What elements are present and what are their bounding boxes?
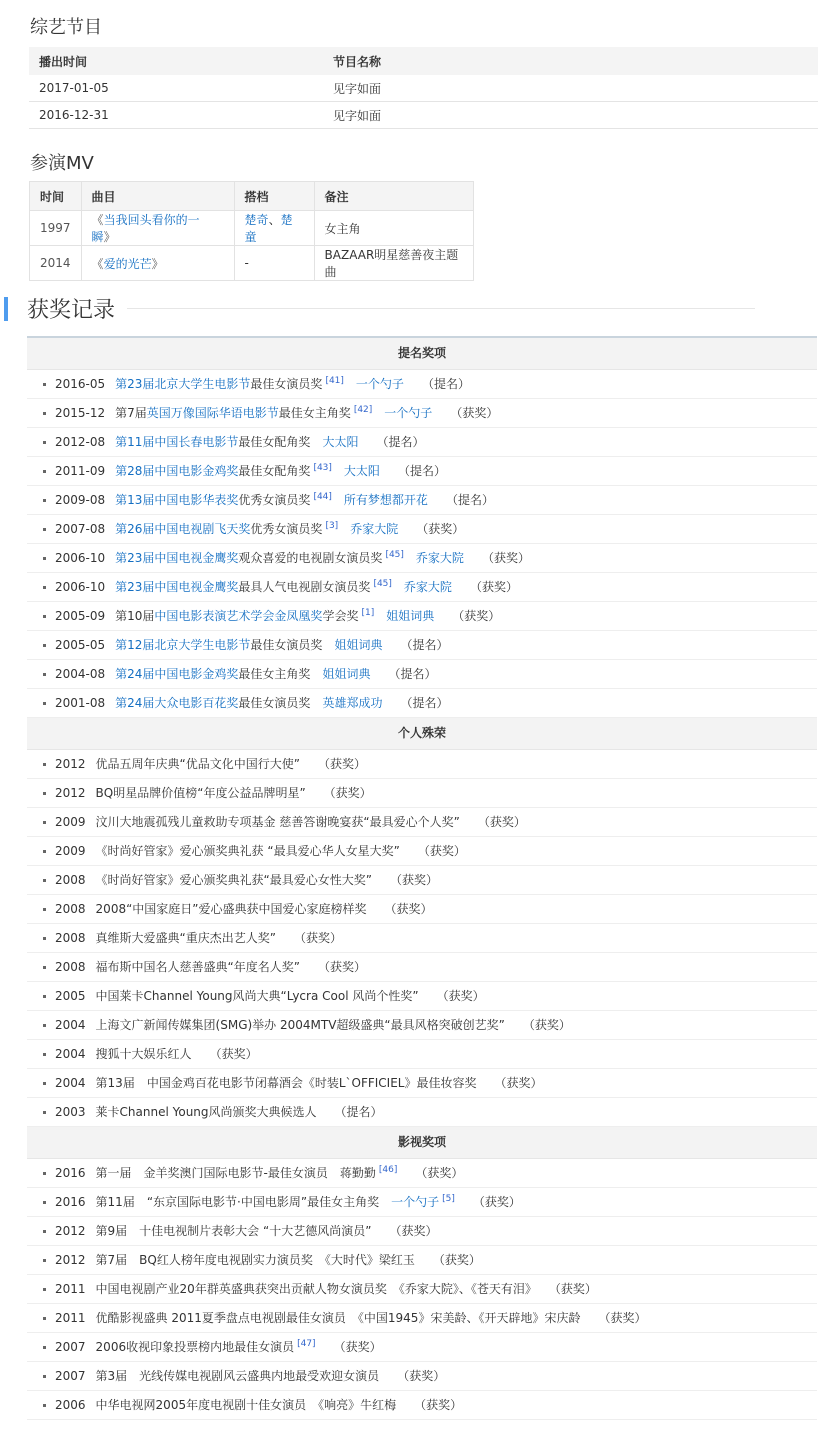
award-name: 最佳女演员奖 [238,696,311,710]
bullet-icon [43,644,46,647]
variety-header-row [29,47,818,75]
honor-result: （获奖） [209,1047,258,1061]
bullet-icon [43,1111,46,1114]
reference-link[interactable]: [46] [378,1165,398,1175]
list-item [27,1304,817,1333]
bullet-icon [43,702,46,705]
award-date: 2009-08 [55,493,106,507]
list-item [27,837,817,866]
honor-result: （获奖） [389,873,438,887]
award-text: 第一届 金羊奖澳门国际电影节-最佳女演员 蒋勤勤 [95,1166,376,1180]
bullet-icon [43,792,46,795]
bullet-icon [43,908,46,911]
honor-result: （获奖） [317,960,366,974]
list-item [27,982,817,1011]
award-date: 2012-08 [55,435,106,449]
award-date: 2001-08 [55,696,106,710]
list-item [27,1275,817,1304]
section-accent-bar [4,297,8,321]
list-item [27,544,817,573]
honor-year: 2004 [55,1047,86,1061]
work-link[interactable]: 乔家大院 [415,551,464,565]
award-result: （获奖） [598,1311,647,1325]
award-name: 最佳女主角奖 [238,667,311,681]
bullet-icon [43,412,46,415]
list-item [27,631,817,660]
bullet-icon [43,821,46,824]
awards-section-title: 获奖记录 [27,298,116,323]
work-link[interactable]: 乔家大院 [350,522,399,536]
award-year: 2016 [55,1195,86,1209]
mv-partner-cell [234,246,314,281]
list-item [27,1098,817,1127]
separator: 、 [268,213,281,227]
mv-section-title: 参演MV [30,153,94,174]
work-link[interactable]: 乔家大院 [403,580,452,594]
mv-note: BAZAAR明星慈善夜主题曲 [314,246,473,281]
award-text: 第7届 BQ红人榜年度电视剧实力演员奖 《大时代》梁红玉 [95,1253,415,1267]
list-item [27,1069,817,1098]
bullet-icon [43,586,46,589]
reference-link[interactable]: [47] [297,1339,316,1349]
award-name: 优秀女演员奖 [238,493,311,507]
list-item [27,924,817,953]
section-divider [127,308,755,309]
honor-year: 2008 [55,960,86,974]
award-event-link[interactable]: 第24届大众电影百花奖 [115,696,239,710]
mv-song-cell [81,211,234,246]
program-name: 见字如面 [333,102,818,129]
bullet-icon [43,995,46,998]
award-result: （获奖） [450,406,499,420]
awards-list [27,336,817,1420]
honor-year: 2004 [55,1076,86,1090]
award-result: （获奖） [469,580,518,594]
list-item [27,1246,817,1275]
award-year: 2011 [55,1311,86,1325]
honor-text: 2008“中国家庭日”爱心盛典获中国爱心家庭榜样奖 [95,902,367,916]
air-date: 2016-12-31 [29,102,333,129]
air-date: 2017-01-05 [29,75,333,102]
awards-header [0,293,839,323]
mv-year: 2014 [30,246,82,281]
honor-text: 《时尚好管家》爱心颁奖典礼获“最具爱心女性大奖” [95,873,372,887]
list-item [27,1217,817,1246]
award-date: 2016-05 [55,377,106,391]
mv-header-row [30,182,474,211]
award-result: （获奖） [416,522,465,536]
list-item [27,1362,817,1391]
mv-note: 女主角 [314,211,473,246]
award-text: 第9届 十佳电视制片表彰大会 “十大艺德风尚演员” [95,1224,372,1238]
award-name: 优秀女演员奖 [250,522,323,536]
film-tv-awards-heading: 影视奖项 [27,1127,817,1159]
honor-year: 2004 [55,1018,86,1032]
award-result: （提名） [388,667,437,681]
award-year: 2007 [55,1340,86,1354]
award-result: （获奖） [472,1195,521,1209]
award-result: （提名） [400,696,449,710]
work-link[interactable]: 姐姐词典 [386,609,435,623]
work-link[interactable]: 所有梦想都开花 [343,493,428,507]
bullet-icon [43,1172,46,1175]
award-result: （获奖） [389,1224,438,1238]
bullet-icon [43,850,46,853]
honor-result: （获奖） [384,902,433,916]
bullet-icon [43,1082,46,1085]
honor-result: （获奖） [317,757,366,771]
honor-text: BQ明星品牌价值榜“年度公益品牌明星” [95,786,306,800]
mv-song-link[interactable]: 当我回头看你的一瞬 [91,213,200,244]
award-result: （获奖） [554,1282,597,1296]
award-name: 观众喜爱的电视剧女演员奖 [238,551,383,565]
bullet-icon [43,1201,46,1204]
award-date: 2005-05 [55,638,106,652]
list-item [27,486,817,515]
award-year: 2016 [55,1166,86,1180]
work-link[interactable]: 姐姐词典 [322,667,371,681]
list-item [27,689,817,718]
partner-link[interactable]: 楚童 [244,213,293,244]
header-song: 曲目 [81,182,234,211]
award-text: 中国电视剧产业20年群英盛典获突出贡献人物女演员奖 《乔家大院》、《苍天有泪》 [95,1282,537,1296]
award-result: （获奖） [397,1369,446,1383]
bullet-icon [43,966,46,969]
reference-link[interactable]: [3] [325,521,339,531]
honor-year: 2005 [55,989,86,1003]
variety-table [29,47,818,129]
work-link[interactable]: 英雄郑成功 [322,696,383,710]
award-name: 最佳女演员奖 [250,638,323,652]
reference-link[interactable]: [42] [353,405,373,415]
header-year: 时间 [30,182,82,211]
award-result: （获奖） [414,1398,463,1412]
reference-link[interactable]: [45] [373,579,392,589]
list-item [27,428,817,457]
list-item [27,370,817,399]
bullet-icon [43,1404,46,1407]
honor-text: 福布斯中国名人慈善盛典“年度名人奖” [95,960,300,974]
personal-honors-heading: 个人殊荣 [27,718,817,750]
honor-year: 2012 [55,757,86,771]
honor-text: 真维斯大爱盛典“重庆杰出艺人奖” [95,931,276,945]
award-event-link[interactable]: 第24届中国电影金鸡奖 [115,667,239,681]
list-item [27,779,817,808]
award-event-link[interactable]: 第28届中国电影金鸡奖 [115,464,239,478]
list-item [27,750,817,779]
honor-year: 2009 [55,815,86,829]
list-item [27,1011,817,1040]
honor-result: （获奖） [522,1018,571,1032]
header-note: 备注 [314,182,473,211]
award-event-link[interactable]: 第26届中国电视剧飞天奖 [115,522,251,536]
reference-link[interactable]: [43] [313,463,332,473]
award-event-link[interactable]: 第11届中国长春电影节 [115,435,239,449]
bracket: 《 [91,256,104,271]
film-tv-awards-rows [27,1159,817,1420]
bullet-icon [43,1346,46,1349]
honor-text: 莱卡Channel Young风尚颁奖大典候选人 [95,1105,317,1119]
partner-none: - [244,256,249,270]
award-name: 最佳女演员奖 [250,377,323,391]
list-item [27,866,817,895]
award-event-link[interactable]: 第23届北京大学生电影节 [115,377,251,391]
nominations-rows [27,370,817,718]
bullet-icon [43,557,46,560]
award-edition: 第7届 [115,406,147,420]
honor-text: 搜狐十大娱乐红人 [95,1047,192,1061]
award-result: （提名） [376,435,425,449]
bullet-icon [43,470,46,473]
honor-text: 中国莱卡Channel Young风尚大典“Lycra Cool 风尚个性奖” [95,989,419,1003]
award-result: （获奖） [452,609,501,623]
award-year: 2012 [55,1253,86,1267]
bracket: 《 [91,213,104,227]
honor-text: 汶川大地震孤残儿童救助专项基金 慈善答谢晚宴获“最具爱心个人奖” [95,815,460,829]
list-item [27,602,817,631]
award-date: 2006-10 [55,580,106,594]
list-item [27,1333,817,1362]
list-item [27,808,817,837]
bullet-icon [43,1375,46,1378]
work-link[interactable]: 一个勺子 [391,1195,440,1209]
award-event-link[interactable]: 英国万像国际华语电影节 [146,406,279,420]
honor-result: （提名） [334,1105,383,1119]
honor-text: 第13届 中国金鸡百花电影节闭幕酒会《时装L`OFFICIEL》最佳妆容奖 [95,1076,477,1090]
work-link[interactable]: 大太阳 [322,435,359,449]
reference-link[interactable]: [1] [361,608,375,618]
header-partner: 搭档 [234,182,314,211]
work-link[interactable]: 姐姐词典 [334,638,383,652]
bullet-icon [43,1053,46,1056]
bullet-icon [43,615,46,618]
header-air-date: 播出时间 [29,47,333,75]
award-result: （获奖） [415,1166,464,1180]
list-item [27,953,817,982]
nominations-heading: 提名奖项 [27,338,817,370]
award-event-link[interactable]: 第12届北京大学生电影节 [115,638,251,652]
award-name: 最佳女配角奖 [238,435,311,449]
header-program-name: 节目名称 [333,47,818,75]
work-link[interactable]: 大太阳 [343,464,380,478]
list-item [27,399,817,428]
reference-link[interactable]: [45] [385,550,404,560]
award-year: 2007 [55,1369,86,1383]
mv-table [29,181,474,281]
honor-result: （获奖） [477,815,526,829]
reference-link[interactable]: [5] [442,1194,455,1204]
work-link[interactable]: 一个勺子 [384,406,433,420]
award-name: 学会奖 [322,609,359,623]
list-item [27,660,817,689]
bullet-icon [43,673,46,676]
mv-year: 1997 [30,211,82,246]
award-event-link[interactable]: 中国电影表演艺术学会金凤凰奖 [154,609,323,623]
partner-link[interactable]: 楚奇 [244,213,269,227]
mv-song-link[interactable]: 爱的光芒 [103,256,152,271]
award-date: 2004-08 [55,667,106,681]
honor-year: 2008 [55,902,86,916]
award-event-link[interactable]: 第23届中国电视金鹰奖 [115,580,239,594]
bullet-icon [43,1230,46,1233]
bullet-icon [43,499,46,502]
award-result: （获奖） [481,551,530,565]
table-row [29,75,818,102]
honor-year: 2009 [55,844,86,858]
mv-partner-cell [234,211,314,246]
list-item [27,1159,817,1188]
award-date: 2015-12 [55,406,106,420]
bullet-icon [43,1317,46,1320]
award-result: （提名） [400,638,449,652]
award-year: 2006 [55,1398,86,1412]
award-text: 优酷影视盛典 2011夏季盘点电视剧最佳女演员 《中国1945》宋美龄、《开天辟地》宋庆龄 [95,1311,581,1325]
bullet-icon [43,1259,46,1262]
honor-result: （获奖） [323,786,372,800]
honor-result: （获奖） [417,844,466,858]
personal-honors-rows [27,750,817,1127]
award-date: 2011-09 [55,464,106,478]
bracket: 》 [151,256,164,271]
award-event-link[interactable]: 第23届中国电视金鹰奖 [115,551,239,565]
award-date: 2006-10 [55,551,106,565]
award-name: 最佳女主角奖 [278,406,351,420]
bullet-icon [43,441,46,444]
award-year: 2011 [55,1282,86,1296]
award-text: 第11届 “东京国际电影节·中国电影周”最佳女主角奖 [95,1195,392,1209]
award-edition: 第10届 [115,609,155,623]
reference-link[interactable]: [41] [325,376,344,386]
award-name: 最佳女配角奖 [238,464,311,478]
reference-link[interactable]: [44] [313,492,332,502]
honor-year: 2012 [55,786,86,800]
award-result: （提名） [397,464,446,478]
honor-result: （获奖） [293,931,342,945]
bullet-icon [43,528,46,531]
award-date: 2005-09 [55,609,106,623]
bullet-icon [43,1288,46,1291]
honor-text: 《时尚好管家》爱心颁奖典礼获 “最具爱心华人女星大奖” [95,844,400,858]
list-item [27,515,817,544]
table-row [29,102,818,129]
bracket: 》 [103,230,116,244]
award-text: 中华电视网2005年度电视剧十佳女演员 《响亮》牛红梅 [95,1398,397,1412]
bullet-icon [43,383,46,386]
award-result: （提名） [445,493,494,507]
table-row [30,211,474,246]
list-item [27,895,817,924]
work-link[interactable]: 一个勺子 [355,377,404,391]
award-result: （获奖） [432,1253,481,1267]
award-text: 2006收视印象投票榜内地最佳女演员 [95,1340,295,1354]
bullet-icon [43,763,46,766]
award-event-link[interactable]: 第13届中国电影华表奖 [115,493,239,507]
honor-year: 2008 [55,873,86,887]
award-date: 2007-08 [55,522,106,536]
honor-text: 上海文广新闻传媒集团(SMG)举办 2004MTV超级盛典“最具风格突破创艺奖” [95,1018,505,1032]
award-text: 第3届 光线传媒电视剧风云盛典内地最受欢迎女演员 [95,1369,380,1383]
mv-song-cell [81,246,234,281]
list-item [27,1040,817,1069]
award-year: 2012 [55,1224,86,1238]
list-item [27,457,817,486]
honor-year: 2003 [55,1105,86,1119]
variety-section-title: 综艺节目 [30,17,102,38]
list-item [27,1391,817,1420]
award-name: 最具人气电视剧女演员奖 [238,580,371,594]
award-result: （获奖） [333,1340,382,1354]
program-name: 见字如面 [333,75,818,102]
list-item [27,1188,817,1217]
honor-text: 优品五周年庆典“优品文化中国行大使” [95,757,300,771]
honor-result: （获奖） [436,989,485,1003]
table-row [30,246,474,281]
list-item [27,573,817,602]
honor-result: （获奖） [494,1076,543,1090]
honor-year: 2008 [55,931,86,945]
bullet-icon [43,879,46,882]
bullet-icon [43,1024,46,1027]
bullet-icon [43,937,46,940]
award-result: （提名） [421,377,470,391]
